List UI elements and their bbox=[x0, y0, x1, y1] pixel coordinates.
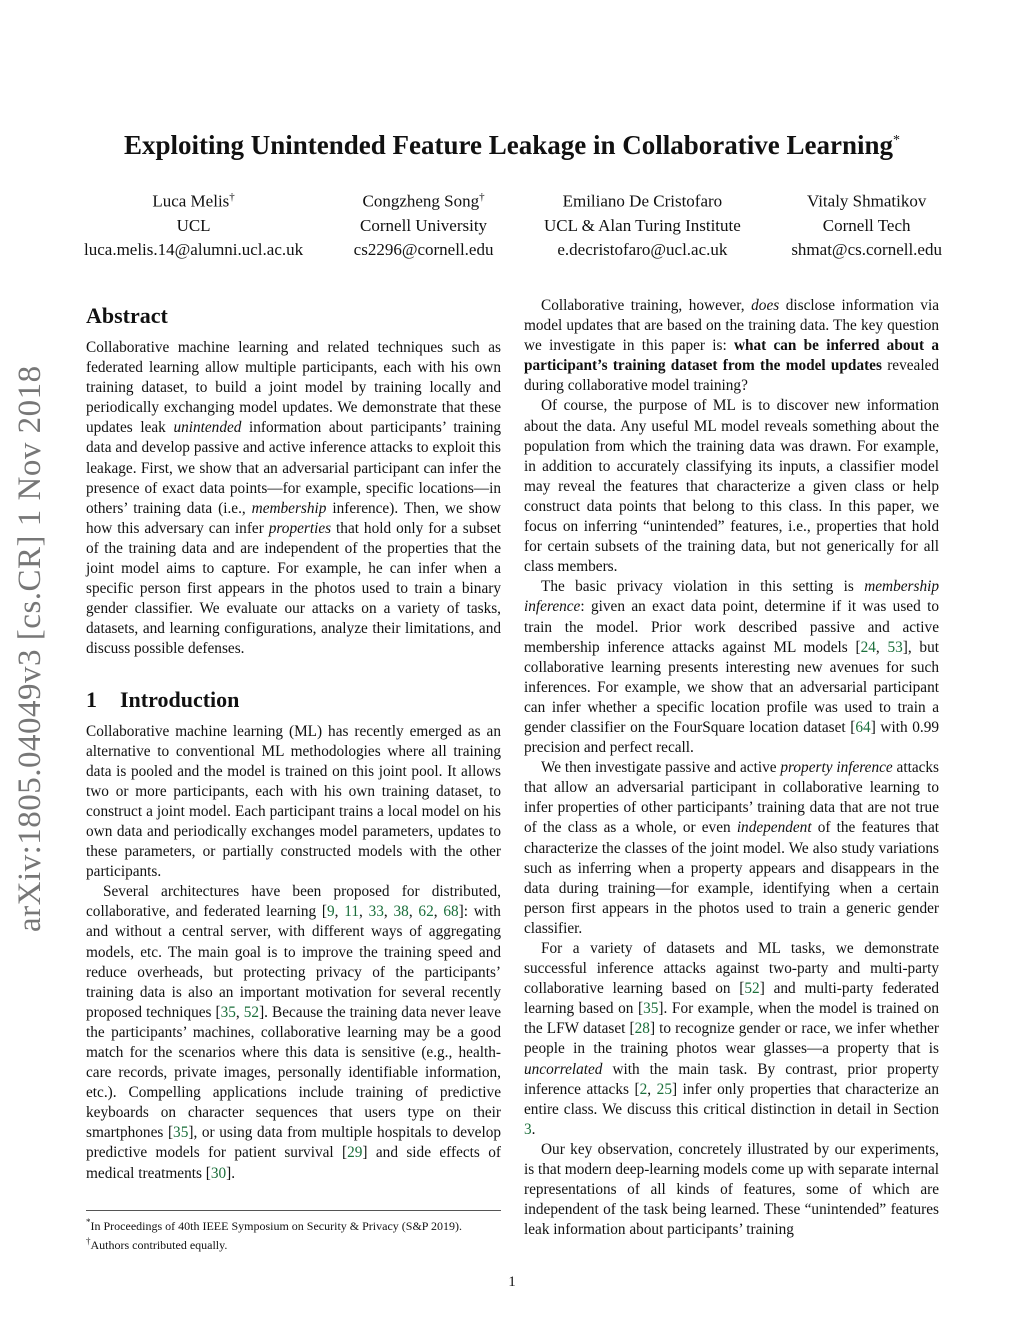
intro-paragraph-2: Several architectures have been proposed for distributed, collaborative, and federated learning [9, 11, 33, 38, 62, 68]: with and without a central server, with different ways of aggregating models, etc. The main goal is to improve the training speed and reduce overheads, but protecting privacy of the participants’ training data is also an important motivation for several recently proposed techniques [35, 52]. Because the training data never leave the participants’ machines, collaborative learning may be a good match for the scenarios where this data is sensitive (e.g., health-care records, private images, personally identifiable information, etc.). Compelling applications include training of predictive keyboards on character sequences that users type on their smartphones [35], or using data from multiple hospitals to develop predictive models for patient survival [29] and side effects of medical treatments [30]. bbox=[86, 883, 502, 1182]
author-affiliation: UCL bbox=[176, 215, 211, 235]
right-paragraph-1: Collaborative training, however, does disclose information via model updates that are based on the training data. The key question we investigate in this paper is: what can be inferred about a participant’s training dataset from the model updates revealed during collaborative model training? bbox=[524, 297, 940, 395]
section-number: 1 bbox=[86, 686, 97, 712]
intro-paragraph-1: Collaborative machine learning (ML) has recently emerged as an alternative to conventional ML methodologies where all training data is pooled and the model is trained on this joint pool. It allows two or more participants, each with his own training dataset, to construct a joint model. Each participant trains a local model on his own data and periodically exchanges model parameters, updates to these parameters, or partially constructed models with the other participants. bbox=[86, 722, 501, 881]
author-3 bbox=[544, 185, 741, 262]
author-affiliation: UCL & Alan Turing Institute bbox=[544, 215, 741, 235]
abstract-text: Collaborative machine learning and related techniques such as federated learning allow multiple participants, each with his own training dataset, to build a joint model by training locally and periodically exchanging model updates. We demonstrate that these updates leak unintended information about participants’ training data and develop passive and active inference attacks to exploit this leakage. First, we show that an adversarial participant can infer the presence of exact data points—for example, specific locations—in others’ training data (i.e., membership inference). Then, we show how this adversary can infer properties that hold only for a subset of the training data and are independent of the properties that the joint model aims to capture. For example, he can infer when a specific person first appears in the photos used to train a binary gender classifier. We evaluate our attacks on a variety of tasks, datasets, and learning configurations, analyze their limitations, and discuss possible defenses. bbox=[86, 339, 501, 658]
right-column bbox=[524, 296, 939, 1240]
author-block bbox=[84, 185, 942, 262]
citation-link[interactable]: 11 bbox=[344, 903, 359, 921]
footnote-2: †Authors contributed equally. bbox=[86, 1236, 228, 1252]
arxiv-stamp: arXiv:1805.04049v3 [cs.CR] 1 Nov 2018 bbox=[12, 365, 48, 932]
paper-title: Exploiting Unintended Feature Leakage in Collaborative Learning* bbox=[123, 130, 901, 160]
citation-link[interactable]: 53 bbox=[887, 638, 903, 656]
section-reference-link[interactable]: 3 bbox=[524, 1120, 532, 1138]
author-name: Emiliano De Cristofaro bbox=[562, 191, 723, 211]
author-email: e.decristofaro@ucl.ac.uk bbox=[557, 239, 728, 259]
author-1 bbox=[84, 185, 303, 262]
citation-link[interactable]: 9 bbox=[327, 903, 335, 921]
author-4 bbox=[791, 185, 942, 262]
citation-link[interactable]: 38 bbox=[393, 903, 409, 921]
citation-link[interactable]: 25 bbox=[656, 1080, 672, 1098]
author-affiliation: Cornell University bbox=[360, 215, 488, 235]
author-2 bbox=[354, 185, 494, 262]
citation-link[interactable]: 30 bbox=[210, 1164, 227, 1182]
citation-link[interactable]: 68 bbox=[443, 903, 459, 921]
citation-link[interactable]: 35 bbox=[173, 1124, 189, 1142]
right-paragraph-2: Of course, the purpose of ML is to discover new information about the data. Any useful ML model reveals something about the population from which the training data was drawn. For example, in addition to accurately classifying its inputs, a classifier model may reveal the features that characterize a given class or help construct data points that belong to this class. In this paper, we focus on inferring “unintended” features, i.e., properties that hold for certain subsets of the training data, but not generically for all class members. bbox=[524, 397, 939, 576]
citation-link[interactable]: 29 bbox=[347, 1144, 363, 1162]
right-paragraph-3: The basic privacy violation in this setting is membership inference: given an exact data point, determine if it was used to train the model. Prior work described passive and active membership inference attacks against ML models [24, 53], but collaborative learning presents interesting new avenues for such inferences. For example, we show that an adversarial participant can infer whether a specific location profile was used to train a gender classifier on the FourSquare location dataset [64] with 0.99 precision and perfect recall. bbox=[524, 578, 939, 757]
citation-link[interactable]: 28 bbox=[634, 1020, 650, 1038]
section-title: Introduction bbox=[120, 686, 240, 712]
author-name: Luca Melis bbox=[152, 191, 230, 211]
footnotes bbox=[86, 1210, 501, 1253]
author-email: luca.melis.14@alumni.ucl.ac.uk bbox=[84, 239, 304, 259]
abstract-heading: Abstract bbox=[86, 303, 168, 328]
author-name: Congzheng Song bbox=[362, 191, 480, 211]
citation-link[interactable]: 33 bbox=[368, 903, 384, 921]
author-name: Vitaly Shmatikov bbox=[806, 191, 927, 211]
right-paragraph-5: For a variety of datasets and ML tasks, we demonstrate successful inference attacks against two-party and multi-party collaborative learning based on [52] and multi-party federated learning based on [35]. For example, when the model is trained on the LFW dataset [28] to recognize gender or race, we infer whether people in the training photos wear glasses—a property that is uncorrelated with the main task. By contrast, prior property inference attacks [2, 25] infer only properties that characterize an entire class. We discuss this critical distinction in detail in Section 3. bbox=[524, 940, 940, 1138]
citation-link[interactable]: 52 bbox=[243, 1003, 260, 1021]
citation-link[interactable]: 64 bbox=[855, 718, 871, 736]
footnote-1: *In Proceedings of 40th IEEE Symposium on Security & Privacy (S&P 2019). bbox=[86, 1217, 463, 1233]
page-number: 1 bbox=[508, 1274, 516, 1290]
author-email: cs2296@cornell.edu bbox=[353, 239, 494, 259]
citation-link[interactable]: 2 bbox=[639, 1080, 648, 1098]
right-paragraph-6: Our key observation, concretely illustrated by our experiments, is that modern deep-learning models come up with separate internal representations of all kinds of features, some of which are independent of the task being learned. These “unintended” features leak information about participants’ training bbox=[524, 1140, 940, 1239]
citation-link[interactable]: 35 bbox=[220, 1003, 236, 1021]
author-affiliation: Cornell Tech bbox=[822, 215, 911, 235]
citation-link[interactable]: 62 bbox=[418, 903, 434, 921]
intro-heading bbox=[86, 686, 501, 714]
author-email: shmat@cs.cornell.edu bbox=[791, 239, 942, 259]
author-mark: † bbox=[479, 191, 485, 203]
author-mark: † bbox=[229, 191, 235, 203]
left-column bbox=[86, 296, 501, 1184]
citation-link[interactable]: 52 bbox=[744, 980, 760, 998]
citation-link[interactable]: 24 bbox=[860, 638, 876, 656]
citation-link[interactable]: 35 bbox=[643, 1000, 659, 1018]
title-footnote-mark: * bbox=[893, 133, 901, 148]
right-paragraph-4: We then investigate passive and active property inference attacks that allow an adversarial participant in collaborative learning to infer properties of other participants’ training data that are not true of the class as a whole, or even independent of the features that characterize the classes of the joint model. We also study variations such as inferring when a property appears and disappears in the data during training—for example, identifying when a certain person first appears in the photos used to train a generic gender classifier. bbox=[524, 759, 940, 937]
